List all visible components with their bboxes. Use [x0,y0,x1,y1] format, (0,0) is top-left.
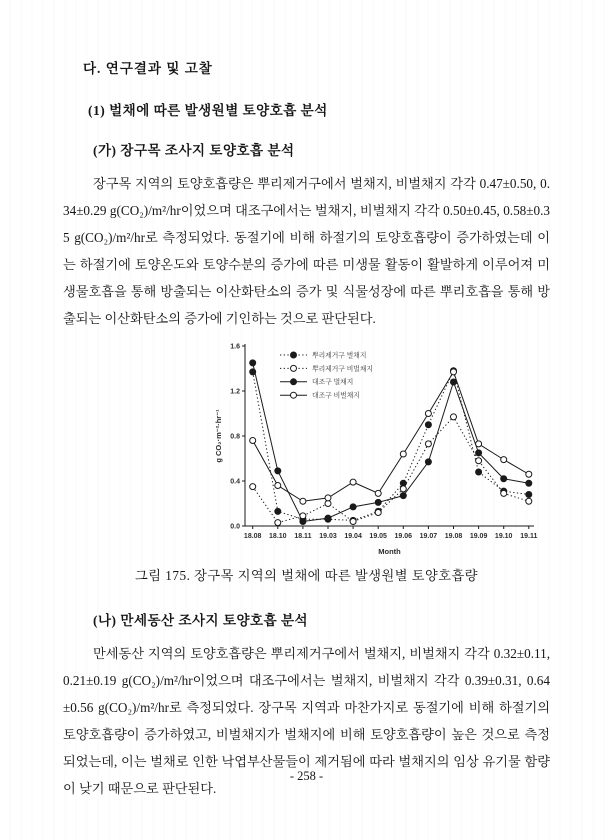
data-point-marker [400,451,406,457]
data-point-marker [300,498,306,504]
data-point-marker [526,471,532,477]
data-point-marker [476,469,482,475]
data-point-marker [375,499,381,505]
data-point-marker [275,468,281,474]
y-tick-label: 0.4 [230,478,240,486]
legend-marker [291,352,297,358]
x-tick-label: 19.03 [319,533,337,540]
legend-label: 뿌리제거구 비벌채지 [312,365,373,373]
legend-marker [291,379,297,385]
series-line [253,372,529,501]
data-point-marker [476,441,482,447]
data-point-marker [526,480,532,486]
subsubsection-heading-ga: (가) 장구목 조사지 토양호흡 분석 [93,143,295,158]
data-point-marker [425,441,431,447]
y-tick-label: 1.2 [230,388,240,396]
data-point-marker [526,498,532,504]
data-point-marker [325,501,331,507]
paragraph-mansedongsan: 만세동산 지역의 토양호흡량은 뿌리제거구에서 벌채지, 비벌채지 각각 0.32±0.11, 0.21±0.19 g(CO₂)/m²/hr이었으며 대조구에서는 벌채지, 비벌채지 각각 0.39±0.31, 0.64±0.56 g(CO₂)/m²/hr로 측정되었다. 장구목 지역과 마찬가지로 동절기에 비해 하절기의 토양호흡량이 증가하였고, 비벌채지가 벌채지에 비해 토양호흡량이 높은 것으로 측정되었는데, 이는 벌채로 인한 낙엽부산물들이 제거됨에 따라 벌채지의 임상 유기물 함량이 낮기 때문으로 판단된다. [63,646,550,796]
data-point-marker [250,484,256,490]
data-point-marker [300,519,306,525]
data-point-marker [400,486,406,492]
x-tick-label: 19.08 [444,533,463,540]
x-tick-label: 18.11 [294,533,312,540]
data-point-marker [250,438,256,444]
data-point-marker [375,510,381,516]
data-point-marker [275,483,281,489]
data-point-marker [375,490,381,496]
x-tick-label: 18.10 [269,533,287,540]
data-point-marker [325,515,331,521]
x-tick-label: 19.07 [419,533,438,540]
page-number: - 258 - [289,769,324,783]
x-tick-label: 19.06 [394,533,413,540]
data-point-marker [501,476,507,482]
x-axis-title: Month [378,547,401,556]
data-point-marker [350,479,356,485]
x-tick-label: 19.05 [369,533,387,540]
data-point-marker [350,519,356,525]
figure-soil-respiration [63,342,550,584]
data-point-marker [400,480,406,486]
data-point-marker [275,520,281,526]
legend-label: 대조구 벌채지 [312,379,354,387]
x-tick-label: 19.11 [520,533,538,540]
data-point-marker [400,493,406,499]
y-tick-label: 0.0 [230,523,240,531]
data-point-marker [325,495,331,501]
x-tick-label: 19.09 [469,533,488,540]
legend-label: 대조구 비벌채지 [312,392,360,400]
data-point-marker [350,504,356,510]
section-heading: 다. 연구결과 및 고찰 [83,61,213,76]
data-point-marker [451,369,457,375]
x-tick-label: 19.04 [344,533,362,540]
data-point-marker [250,369,256,375]
soil-respiration-line-chart [212,342,542,562]
x-tick-label: 19.10 [494,533,513,540]
data-point-marker [425,422,431,428]
y-tick-label: 1.6 [230,343,240,351]
data-point-marker [275,508,281,514]
paragraph-janggumok: 장구목 지역의 토양호흡량은 뿌리제거구에서 벌채지, 비벌채지 각각 0.47±0.50, 0.34±0.29 g(CO₂)/m²/hr이었으며 대조구에서는 벌채지, 비벌채지 각각 0.50±0.45, 0.58±0.35 g(CO₂)/m²/hr로 측정되었다. 동절기에 비해 하절기의 토양호흡량이 증가하였는데 이는 하절기에 토양온도와 토양수분의 증가에 따른 미생물 활동이 활발하게 이루어져 미생물호흡을 통해 방출되는 이산화탄소의 증가 및 식물성장에 따른 뿌리호흡을 통해 방출되는 이산화탄소의 증가에 기인하는 것으로 판단된다. [63,176,550,326]
data-point-marker [300,513,306,519]
data-point-marker [476,450,482,456]
data-point-marker [451,379,457,385]
figure-caption: 그림 175. 장구목 지역의 벌채에 따른 발생원별 토양호흡량 [135,568,478,583]
data-point-marker [526,492,532,498]
legend-marker [291,365,297,371]
data-point-marker [451,414,457,420]
data-point-marker [501,457,507,463]
data-point-marker [250,360,256,366]
x-tick-label: 18.08 [243,533,262,540]
series-line [253,417,529,523]
y-tick-label: 0.8 [230,433,240,441]
legend-marker [291,392,297,398]
subsubsection-heading-na: (나) 만세동산 조사지 토양호흡 분석 [93,613,309,628]
subsection-heading: (1) 벌채에 따른 발생원별 토양호흡 분석 [88,103,328,118]
legend-label: 뿌리제거구 벌채지 [312,352,367,360]
data-point-marker [501,490,507,496]
data-point-marker [425,459,431,465]
data-point-marker [425,411,431,417]
data-point-marker [476,458,482,464]
y-axis-title: g CO₂·m⁻²·hr⁻¹ [214,409,223,463]
